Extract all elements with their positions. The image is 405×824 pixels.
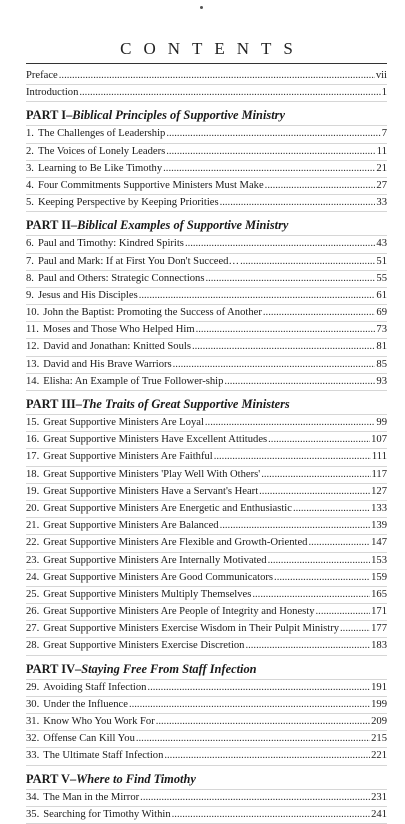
chapter-number: 20. (26, 502, 40, 514)
leader-dots (192, 339, 375, 355)
chapter-entry (26, 680, 387, 697)
entry-title: Preface (26, 70, 58, 81)
chapter-page: 117 (371, 468, 387, 480)
chapter-entry (26, 467, 387, 484)
leader-dots (172, 807, 370, 823)
toc-entry (26, 85, 387, 102)
chapter-number: 16. (26, 434, 40, 446)
leader-dots (164, 748, 370, 764)
leader-dots (166, 126, 380, 142)
chapter-page: 133 (371, 502, 387, 514)
leader-dots (205, 415, 376, 431)
chapter-number: 5. (26, 197, 34, 209)
chapter-title: Great Supportive Ministers Are Internally Motivated (43, 554, 267, 566)
chapter-number: 14. (26, 375, 40, 387)
chapter-title: Great Supportive Ministers 'Play Well With Others' (43, 468, 261, 480)
chapter-number: 1. (26, 128, 34, 140)
leader-dots (136, 731, 370, 747)
leader-dots (163, 161, 375, 177)
chapter-entry (26, 790, 387, 807)
chapter-number: 10. (26, 307, 40, 319)
chapter-page: 43 (376, 238, 387, 250)
chapter-page: 11 (376, 145, 387, 157)
leader-dots (166, 144, 376, 160)
part-subtitle: Biblical Principles of Supportive Ministry (72, 108, 285, 123)
chapter-title: Offense Can Kill You (43, 733, 135, 745)
toc-entry (26, 68, 387, 85)
leader-dots (259, 484, 370, 500)
leader-dots (316, 604, 371, 620)
chapter-number: 3. (26, 162, 34, 174)
chapter-entry (26, 748, 387, 765)
chapter-number: 32. (26, 733, 40, 745)
chapter-title: Know Who You Work For (43, 716, 155, 727)
chapter-page: 183 (371, 640, 387, 652)
chapter-entry (26, 126, 387, 143)
chapter-page: 147 (371, 537, 387, 549)
chapter-entry (26, 535, 387, 552)
leader-dots (268, 432, 370, 448)
chapter-number: 6. (26, 238, 34, 250)
chapter-number: 29. (26, 681, 40, 693)
chapter-page: 93 (376, 375, 387, 387)
chapter-number: 24. (26, 571, 40, 583)
chapter-title: Great Supportive Ministers Are Balanced (43, 520, 219, 532)
part-label: PART II– (26, 218, 78, 233)
chapter-title: Great Supportive Ministers Have Excellent Attitudes (43, 434, 268, 446)
chapter-page: 61 (376, 289, 387, 301)
chapter-title: Elisha: An Example of True Follower-ship (43, 375, 224, 387)
leader-dots (265, 178, 376, 194)
leader-dots (205, 271, 375, 287)
chapter-page: 27 (376, 179, 387, 191)
chapter-entry (26, 604, 387, 621)
chapter-entry (26, 449, 387, 466)
chapter-number: 25. (26, 588, 40, 600)
part-subtitle: Biblical Examples of Supportive Ministry (77, 218, 289, 233)
chapter-number: 33. (26, 750, 40, 762)
chapter-page: 215 (371, 733, 387, 745)
chapter-page: 99 (376, 417, 387, 428)
chapter-number: 4. (26, 179, 34, 191)
chapter-title: The Ultimate Staff Infection (43, 750, 164, 762)
chapter-number: 15. (26, 417, 40, 428)
chapter-title: Four Commitments Supportive Ministers Must Make (37, 179, 264, 191)
leader-dots (220, 518, 371, 534)
part-heading (26, 216, 387, 236)
chapter-title: David and His Brave Warriors (43, 358, 172, 370)
chapter-number: 12. (26, 341, 40, 353)
chapter-title: Moses and Those Who Helped Him (42, 324, 195, 336)
part-subtitle: Staying Free From Staff Infection (81, 661, 257, 676)
part-heading (26, 395, 387, 415)
chapter-page: 159 (371, 571, 387, 583)
chapter-title: Great Supportive Ministers Have a Servant's Heart (43, 485, 259, 497)
chapter-page: 69 (376, 307, 387, 319)
chapter-entry (26, 288, 387, 305)
chapter-entry (26, 339, 387, 356)
chapter-number: 34. (26, 791, 40, 803)
leader-dots (245, 638, 370, 654)
chapter-title: The Man in the Mirror (43, 791, 140, 803)
chapter-page: 139 (371, 520, 387, 532)
chapter-entry (26, 178, 387, 195)
chapter-title: Learning to Be Like Timothy (37, 162, 163, 174)
entry-title: Introduction (26, 87, 79, 99)
leader-dots (261, 467, 370, 483)
chapter-title: Great Supportive Ministers Are Flexible and Growth-Oriented (43, 537, 308, 549)
chapter-title: Keeping Perspective by Keeping Priorities (37, 197, 219, 209)
chapter-page: 85 (376, 358, 387, 370)
chapter-entry (26, 638, 387, 655)
chapter-title: The Voices of Lonely Leaders (37, 145, 166, 157)
chapter-number: 30. (26, 698, 40, 710)
chapter-title: Paul and Mark: If at First You Don't Succeed… (37, 255, 240, 267)
chapter-entry (26, 161, 387, 178)
chapter-entry (26, 374, 387, 391)
chapter-number: 31. (26, 716, 40, 727)
chapter-page: 153 (371, 554, 387, 566)
chapter-page: 7 (381, 128, 387, 140)
chapter-title: Great Supportive Ministers Are Good Communicators (43, 571, 274, 583)
chapter-entry (26, 357, 387, 374)
leader-dots (185, 236, 375, 252)
chapter-entry (26, 697, 387, 714)
entry-page: 1 (381, 87, 387, 99)
chapter-entry (26, 553, 387, 570)
chapter-title: Paul and Timothy: Kindred Spirits (37, 238, 184, 250)
chapter-title: David and Jonathan: Knitted Souls (43, 341, 191, 353)
chapter-page: 73 (376, 324, 387, 336)
leader-dots (252, 587, 370, 603)
chapter-entry (26, 714, 387, 731)
table-of-contents (26, 68, 387, 824)
chapter-entry (26, 415, 387, 432)
chapter-number: 13. (26, 358, 40, 370)
chapter-entry (26, 254, 387, 271)
heading-rule (26, 63, 387, 64)
leader-dots (147, 680, 370, 696)
chapter-title: Avoiding Staff Infection (43, 681, 147, 693)
chapter-number: 35. (26, 808, 40, 820)
chapter-page: 33 (376, 197, 387, 209)
chapter-entry (26, 501, 387, 518)
chapter-title: Great Supportive Ministers Multiply Themselves (43, 588, 252, 600)
leader-dots (140, 790, 370, 806)
chapter-entry (26, 518, 387, 535)
chapter-entry (26, 322, 387, 339)
chapter-page: 81 (376, 341, 387, 353)
chapter-title: Great Supportive Ministers Are Energetic and Enthusiastic (43, 502, 292, 514)
chapter-page: 221 (371, 750, 387, 762)
chapter-number: 21. (26, 520, 40, 532)
chapter-number: 22. (26, 537, 40, 549)
chapter-page: 171 (371, 606, 387, 618)
part-label: PART III– (26, 397, 82, 411)
chapter-number: 17. (26, 451, 40, 463)
chapter-title: Jesus and His Disciples (37, 289, 138, 301)
chapter-page: 177 (371, 623, 387, 635)
chapter-entry (26, 570, 387, 587)
chapter-page: 51 (376, 255, 387, 267)
leader-dots (240, 254, 375, 270)
part-heading (26, 770, 387, 790)
chapter-entry (26, 621, 387, 638)
leader-dots (196, 322, 376, 338)
chapter-title: Great Supportive Ministers Exercise Discretion (43, 640, 245, 652)
chapter-title: Great Supportive Ministers Are People of Integrity and Honesty (43, 606, 315, 618)
chapter-number: 2. (26, 145, 34, 157)
chapter-entry (26, 432, 387, 449)
leader-dots (139, 288, 376, 304)
chapter-title: Paul and Others: Strategic Connections (37, 272, 205, 284)
chapter-number: 9. (26, 289, 34, 301)
contents-heading: CONTENTS (120, 39, 305, 58)
chapter-entry (26, 144, 387, 161)
chapter-entry (26, 195, 387, 212)
leader-dots (308, 535, 370, 551)
chapter-number: 26. (26, 606, 40, 618)
part-label: PART V– (26, 771, 77, 786)
leader-dots (340, 621, 370, 637)
chapter-page: 231 (371, 791, 387, 803)
leader-dots (268, 553, 371, 569)
chapter-number: 19. (26, 485, 40, 497)
leader-dots (274, 570, 370, 586)
chapter-page: 165 (371, 588, 387, 600)
leader-dots (59, 68, 375, 84)
leader-dots (214, 449, 371, 465)
chapter-page: 111 (371, 451, 387, 463)
chapter-page: 21 (376, 162, 387, 174)
chapter-title: Under the Influence (43, 698, 128, 710)
part-label: PART I– (26, 108, 73, 123)
part-heading (26, 660, 387, 680)
ink-mark (200, 6, 203, 9)
part-heading (26, 106, 387, 126)
chapter-entry (26, 484, 387, 501)
chapter-entry (26, 731, 387, 748)
leader-dots (156, 714, 370, 730)
chapter-title: John the Baptist: Promoting the Success of Another (43, 307, 262, 319)
part-subtitle: Where to Find Timothy (76, 771, 196, 786)
chapter-entry (26, 305, 387, 322)
chapter-entry (26, 236, 387, 253)
chapter-number: 8. (26, 272, 34, 284)
entry-page: vii (375, 70, 387, 81)
part-label: PART IV– (26, 661, 82, 676)
leader-dots (173, 357, 376, 373)
chapter-number: 28. (26, 640, 40, 652)
chapter-number: 23. (26, 554, 40, 566)
chapter-entry (26, 807, 387, 824)
chapter-title: Great Supportive Ministers Are Faithful (43, 451, 213, 463)
part-subtitle: The Traits of Great Supportive Ministers (81, 397, 290, 411)
chapter-number: 11. (26, 324, 39, 336)
chapter-page: 191 (371, 681, 387, 693)
chapter-title: Great Supportive Ministers Exercise Wisdom in Their Pulpit Ministry (43, 623, 340, 635)
chapter-page: 241 (371, 808, 387, 820)
leader-dots (129, 697, 370, 713)
chapter-number: 18. (26, 468, 40, 480)
leader-dots (224, 374, 375, 390)
chapter-title: Searching for Timothy Within (43, 808, 171, 820)
leader-dots (220, 195, 376, 211)
chapter-page: 199 (371, 698, 387, 710)
chapter-number: 7. (26, 255, 34, 267)
chapter-title: Great Supportive Ministers Are Loyal (43, 417, 204, 428)
chapter-entry (26, 587, 387, 604)
chapter-entry (26, 271, 387, 288)
chapter-number: 27. (26, 623, 40, 635)
leader-dots (79, 85, 380, 101)
chapter-page: 209 (371, 716, 387, 727)
leader-dots (293, 501, 370, 517)
leader-dots (263, 305, 376, 321)
chapter-page: 127 (371, 485, 387, 497)
chapter-page: 107 (371, 434, 387, 446)
chapter-title: The Challenges of Leadership (37, 128, 166, 140)
chapter-page: 55 (376, 272, 387, 284)
